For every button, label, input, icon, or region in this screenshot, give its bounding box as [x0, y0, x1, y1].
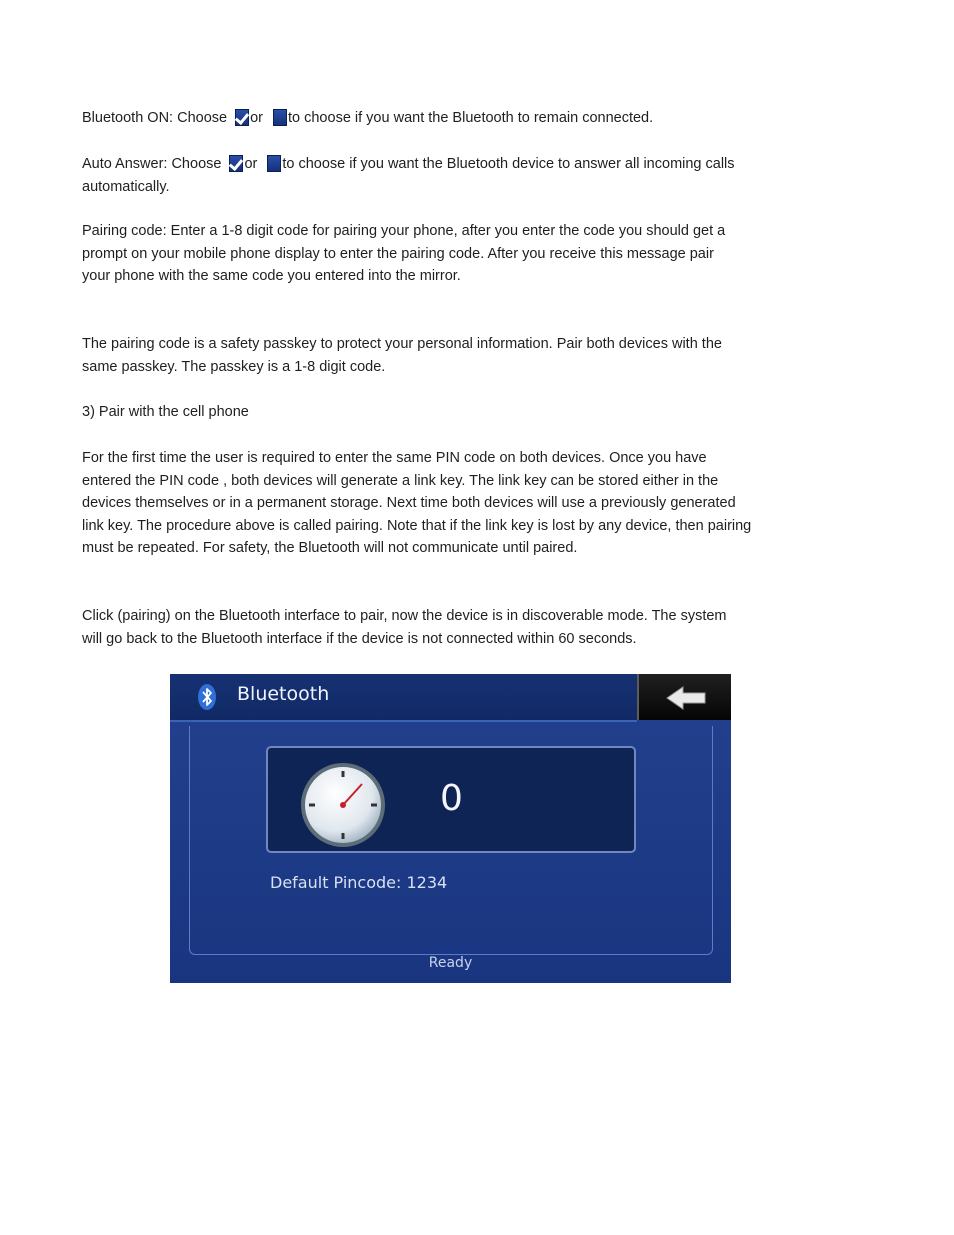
unchecked-box-icon: [273, 109, 287, 126]
countdown-panel: [266, 746, 636, 853]
step-3-heading: [82, 401, 822, 424]
back-button[interactable]: [637, 674, 731, 720]
text-line: will go back to the Bluetooth interface if the device is not connected within 60 seconds.: [82, 630, 637, 647]
text-line: Click (pairing) on the Bluetooth interface to pair, now the device is in discoverable mode. The system: [82, 608, 727, 624]
text-line: Pairing code: Enter a 1-8 digit code for pairing your phone, after you enter the code you should get a: [82, 223, 726, 239]
auto-answer-desc-2: automatically.: [82, 178, 170, 195]
bluetooth-on-line: [82, 107, 822, 130]
auto-answer-line: [82, 153, 822, 198]
bluetooth-pairing-screenshot: [170, 674, 731, 983]
pairing-code-paragraph: [82, 220, 822, 288]
first-time-paragraph: [82, 447, 822, 560]
or-text: or: [244, 156, 258, 172]
text-line: must be repeated. For safety, the Bluetooth will not communicate until paired.: [82, 540, 578, 557]
bluetooth-on-label: Bluetooth ON: Choose: [82, 110, 228, 126]
countdown-value: 0: [440, 778, 463, 819]
text-line: For the first time the user is required to enter the same PIN code on both devices. Once you have: [82, 450, 707, 466]
checked-box-icon: [229, 155, 243, 172]
text-line: same passkey. The passkey is a 1-8 digit code.: [82, 358, 386, 375]
text-line: entered the PIN code , both devices will generate a link key. The link key can be stored either in the: [82, 472, 719, 489]
unchecked-box-icon: [267, 155, 281, 172]
device-header: [170, 674, 637, 722]
device-title: Bluetooth: [237, 683, 330, 705]
bluetooth-icon: [198, 684, 216, 710]
text-line: your phone with the same code you entered into the mirror.: [82, 268, 461, 285]
click-pairing-paragraph: [82, 605, 822, 650]
step-3-text: 3) Pair with the cell phone: [82, 404, 249, 420]
auto-answer-desc: to choose if you want the Bluetooth device to answer all incoming calls: [282, 156, 735, 172]
checked-box-icon: [235, 109, 249, 126]
status-text: Ready: [428, 955, 473, 971]
bluetooth-on-desc: to choose if you want the Bluetooth to remain connected.: [288, 110, 654, 126]
passkey-paragraph: [82, 333, 822, 378]
default-pincode: Default Pincode: 1234: [270, 873, 448, 892]
text-line: prompt on your mobile phone display to enter the pairing code. After you receive this message pair: [82, 245, 714, 262]
or-text: or: [250, 110, 263, 126]
text-line: devices themselves or in a permanent storage. Next time both devices will use a previously generated: [82, 495, 736, 512]
text-line: link key. The procedure above is called pairing. Note that if the link key is lost by any device, then pairing: [82, 517, 752, 534]
back-arrow-icon: [639, 674, 731, 720]
text-line: The pairing code is a safety passkey to protect your personal information. Pair both devices with the: [82, 336, 722, 352]
clock-icon: [298, 762, 388, 848]
auto-answer-label: Auto Answer: Choose: [82, 156, 222, 172]
